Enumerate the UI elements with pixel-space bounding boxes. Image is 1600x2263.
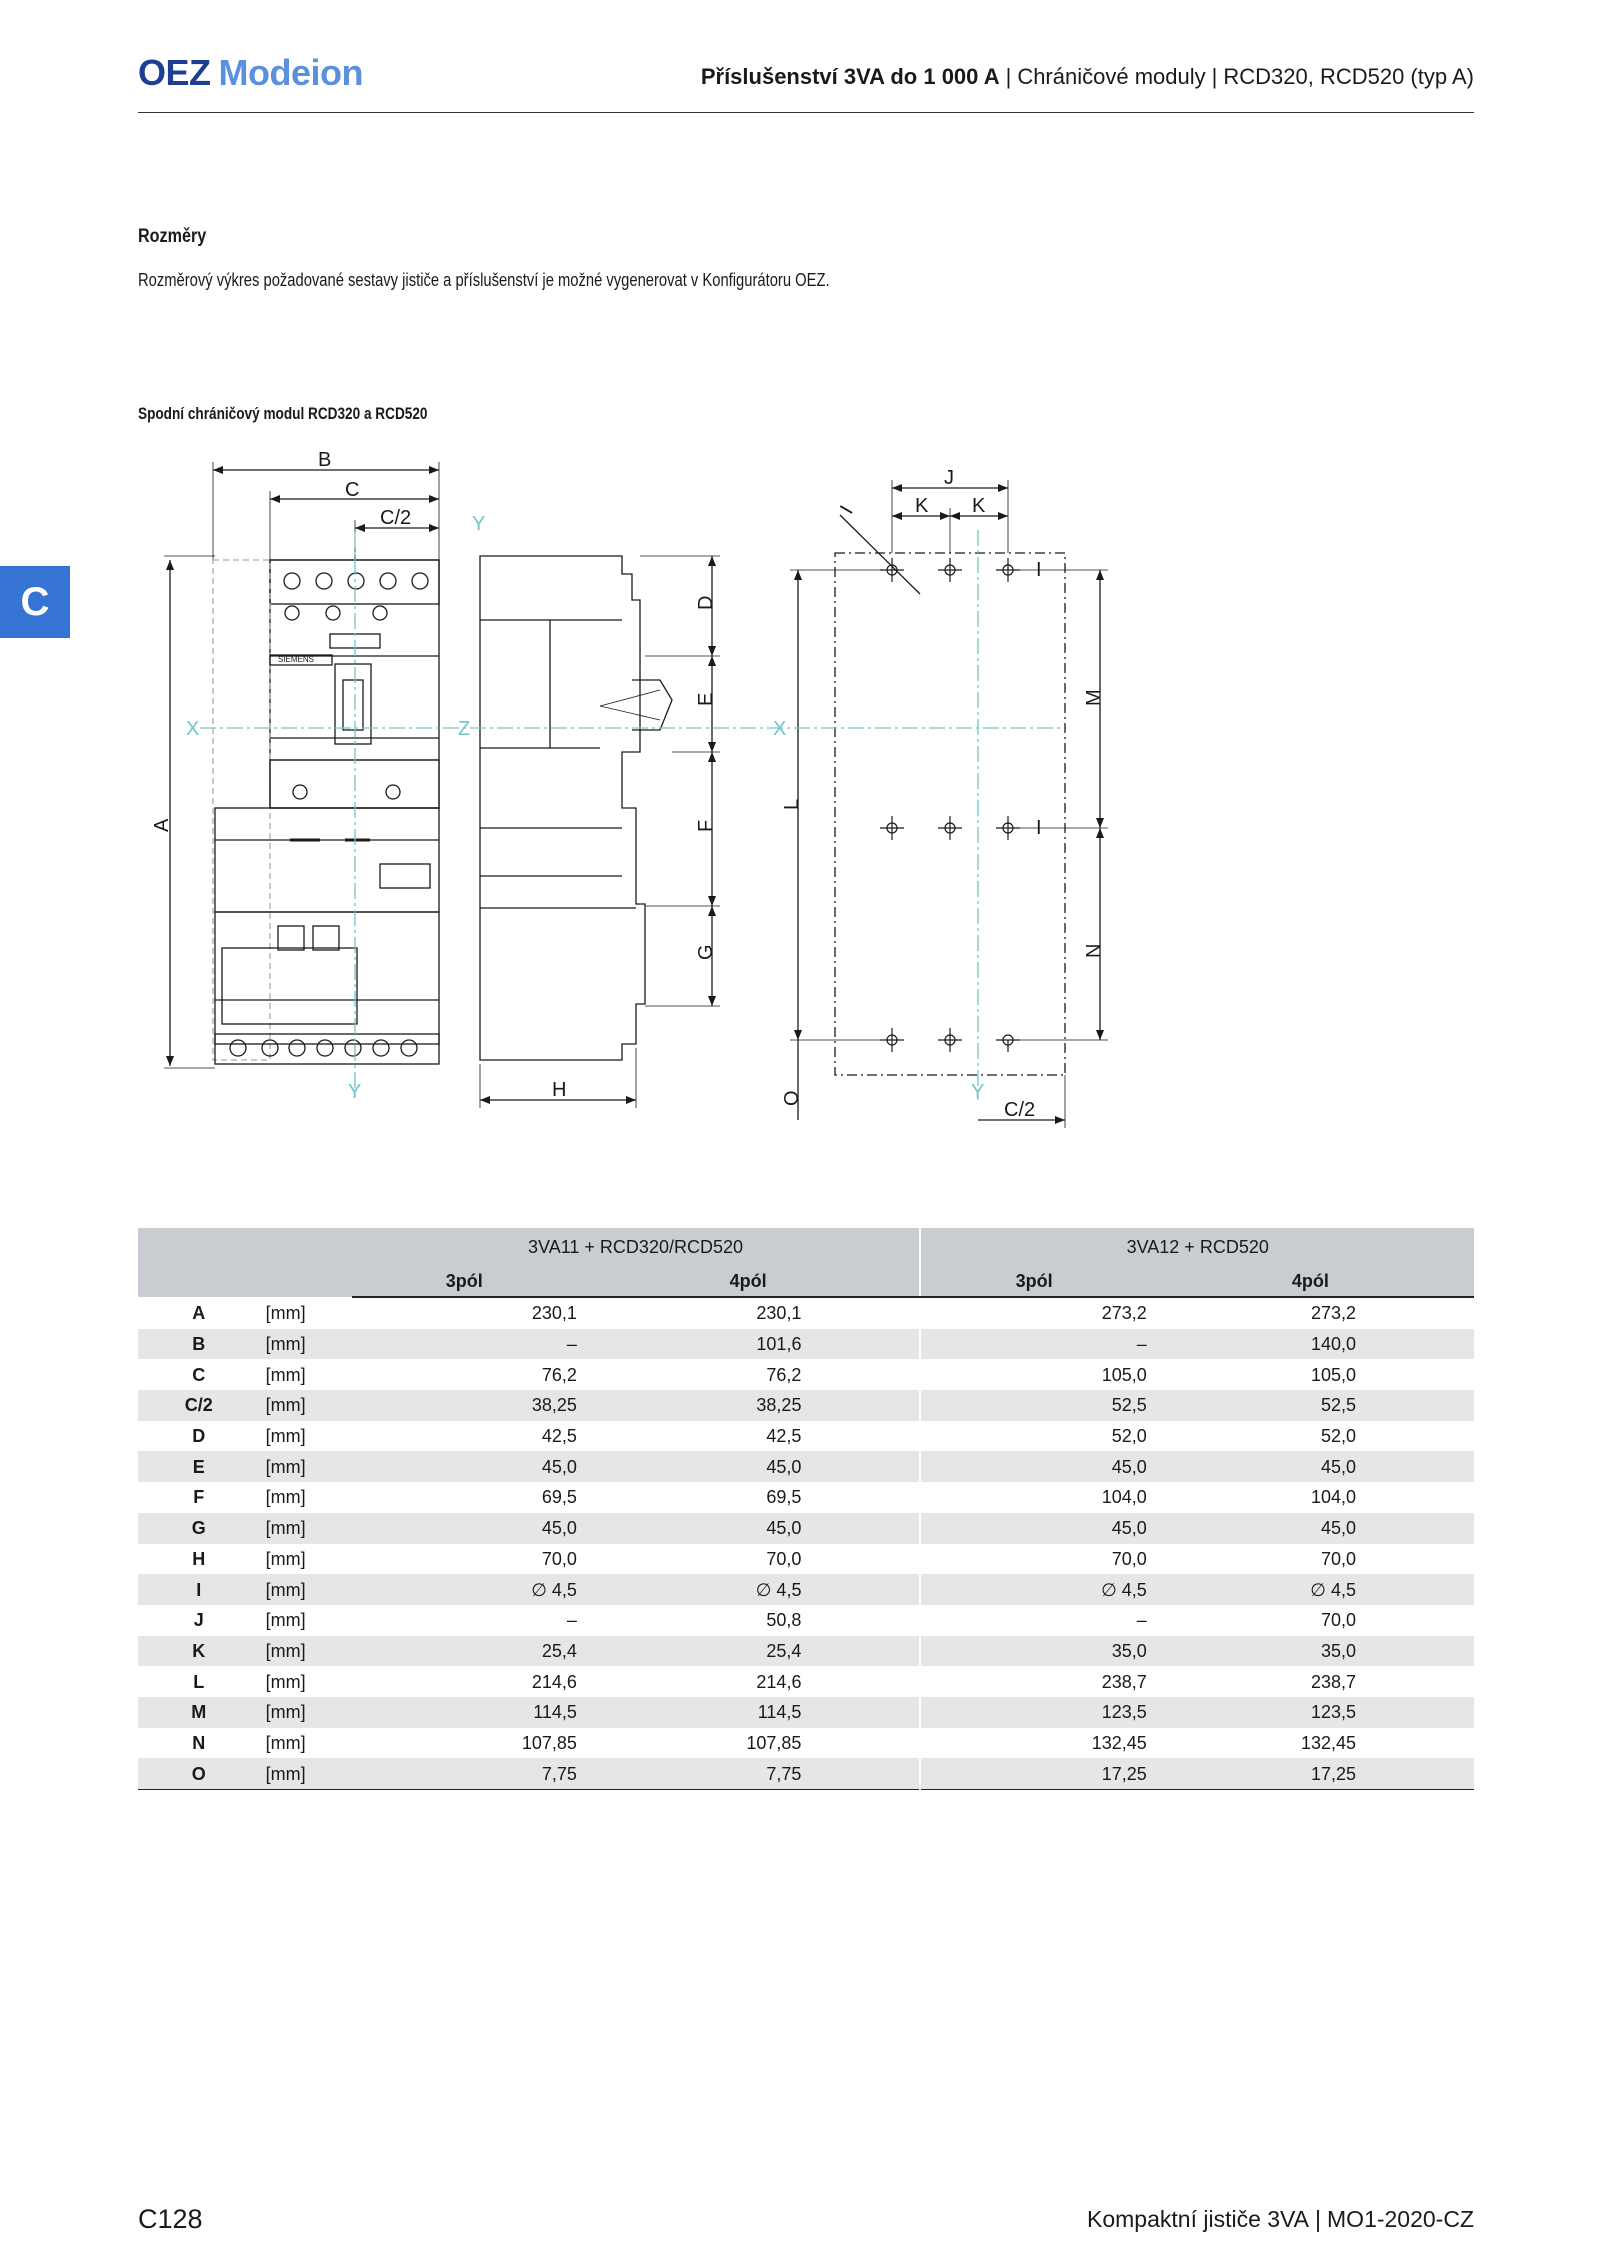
dim-label-d: D [695,595,717,610]
dim-label-b: B [318,449,332,471]
table-row: G [mm] 45,0 45,0 45,0 45,0 [138,1513,1474,1544]
dim-label-f: F [695,819,717,832]
dim-label-g: G [695,944,717,960]
table-row: M [mm] 114,5 114,5 123,5 123,5 [138,1697,1474,1728]
dim-label-c2-drill: C/2 [1004,1099,1036,1121]
table-row: I [mm] ∅ 4,5 ∅ 4,5 ∅ 4,5 ∅ 4,5 [138,1574,1474,1605]
table-row: D [mm] 42,5 42,5 52,0 52,0 [138,1421,1474,1452]
dim-label-n: N [1083,943,1105,958]
table-row: C/2 [mm] 38,25 38,25 52,5 52,5 [138,1390,1474,1421]
dim-label-l: L [781,798,803,810]
crumb-2: Chráničové moduly [1017,64,1206,89]
group-header-3va11: 3VA11 + RCD320/RCD520 [352,1228,921,1266]
axis-label-y-bottom: Y [348,1081,362,1103]
hole-label-i2: I [1036,817,1042,839]
table-row: A [mm] 230,1 230,1 273,2 273,2 [138,1297,1474,1329]
section-title: Rozměry [138,226,207,247]
axis-label-z: Z [458,718,471,740]
table-row: N [mm] 107,85 107,85 132,45 132,45 [138,1728,1474,1759]
axis-label-x: X [186,718,200,740]
subheader-4pol: 4pól [1147,1266,1474,1297]
figure-title: Spodní chráničový modul RCD320 a RCD520 [138,404,428,423]
dim-label-c2: C/2 [380,507,412,529]
dim-label-e: E [695,692,717,706]
crumb-3: RCD320, RCD520 (typ A) [1223,64,1474,89]
table-row: E [mm] 45,0 45,0 45,0 45,0 [138,1451,1474,1482]
table-row: L [mm] 214,6 214,6 238,7 238,7 [138,1666,1474,1697]
table-row: F [mm] 69,5 69,5 104,0 104,0 [138,1482,1474,1513]
header-breadcrumb: Příslušenství 3VA do 1 000 A | Chráničové moduly | RCD320, RCD520 (typ A) [700,64,1474,89]
brand-label: SIEMENS [278,655,315,664]
dim-label-k2: K [972,495,986,517]
dim-label-c: C [345,479,360,501]
dim-label-m: M [1083,689,1105,706]
subheader-3pol: 3pól [352,1266,577,1297]
crumb-1: Příslušenství 3VA do 1 000 A [700,64,1000,89]
table-row: H [mm] 70,0 70,0 70,0 70,0 [138,1544,1474,1575]
table-row: B [mm] – 101,6 – 140,0 [138,1329,1474,1360]
table-row: J [mm] – 50,8 – 70,0 [138,1605,1474,1636]
page-number: C128 [138,2204,203,2234]
dimensions-table-body [138,1297,1474,1790]
table-row: K [mm] 25,4 25,4 35,0 35,0 [138,1636,1474,1667]
dim-label-h: H [552,1079,567,1101]
chapter-tab: C [0,566,70,638]
dim-label-j: J [944,467,954,489]
subheader-4pol: 4pól [577,1266,921,1297]
axis-label-x-drill: X [773,718,787,740]
dim-label-a: A [151,818,173,832]
dimensions-table [138,1228,1474,1790]
section-text: Rozměrový výkres požadované sestavy jističe a příslušenství je možné vygenerovat v Konfigurátoru OEZ. [138,270,830,290]
hole-label-i1: I [1036,559,1042,581]
dim-label-k1: K [915,495,929,517]
dim-label-i: I [835,502,858,518]
footer-doc: Kompaktní jističe 3VA | MO1-2020-CZ [1087,2206,1474,2232]
axis-label-y-drill: Y [971,1081,985,1103]
table-row: O [mm] 7,75 7,75 17,25 17,25 [138,1758,1474,1789]
oez-logo: OEZ Modeion [138,52,363,93]
group-header-3va12: 3VA12 + RCD520 [920,1228,1474,1266]
axis-label-y-top: Y [472,513,486,535]
dim-label-o: O [781,1090,803,1106]
subheader-3pol: 3pól [920,1266,1146,1297]
table-row: C [mm] 76,2 76,2 105,0 105,0 [138,1359,1474,1390]
